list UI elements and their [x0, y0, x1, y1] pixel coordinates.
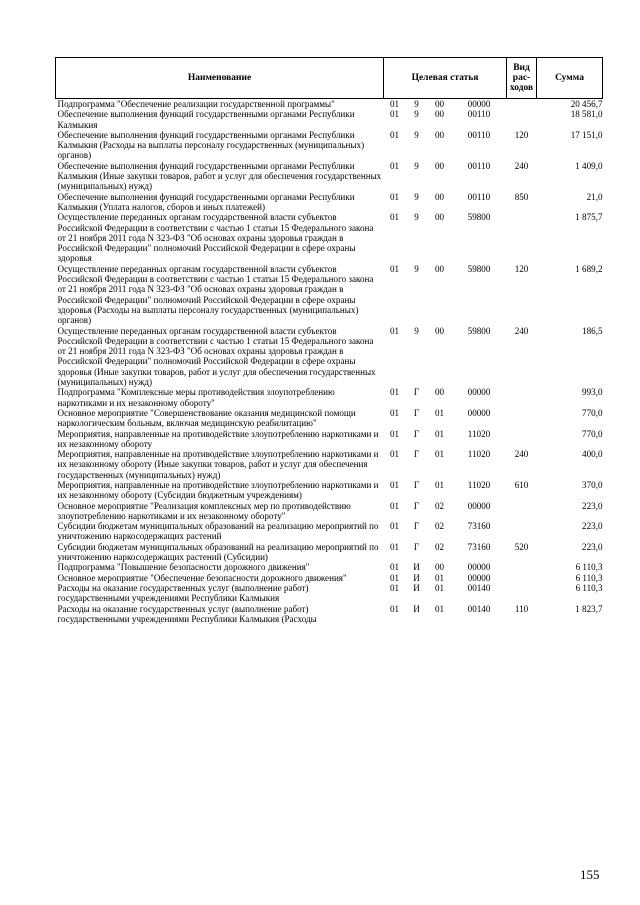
table-row [56, 562, 603, 572]
table-row [56, 480, 603, 501]
row-code-program: 01 [389, 99, 400, 109]
row-sum: 223,0 [582, 500, 603, 511]
row-name: Подпрограмма "Комплексные меры противодействия злоупотреблению наркотиками и их незаконному обороту" [57, 387, 335, 408]
header-name: Наименование [56, 58, 384, 99]
row-code-event: 00 [434, 160, 445, 171]
row-sum: 1 875,7 [575, 212, 603, 223]
row-code-program: 01 [389, 160, 400, 171]
row-code-subprogram: Г [413, 428, 420, 439]
row-code-direction: 00110 [467, 129, 491, 140]
row-sum: 1 409,0 [575, 160, 603, 171]
row-vid [507, 583, 537, 604]
row-sum: 400,0 [582, 449, 603, 460]
table-row [56, 573, 603, 583]
table-row [56, 542, 603, 563]
table-row [56, 604, 603, 625]
row-code-direction: 11020 [467, 479, 491, 490]
document-page [55, 57, 602, 624]
table-row [56, 387, 603, 408]
header-target: Целевая статья [384, 58, 507, 99]
row-code-event: 00 [434, 387, 445, 398]
row-sum: 186,5 [582, 325, 603, 336]
row-vid [507, 501, 537, 522]
row-code-direction: 00000 [467, 99, 491, 109]
row-code-subprogram: 9 [414, 212, 419, 223]
row-sum: 993,0 [582, 387, 603, 398]
row-code-event: 00 [434, 212, 445, 223]
row-code-direction: 11020 [467, 449, 491, 460]
row-code-program: 01 [389, 212, 400, 223]
row-code-subprogram: 9 [414, 160, 419, 171]
row-code-program: 01 [389, 407, 400, 418]
row-code-program: 01 [389, 387, 400, 398]
row-code-direction: 00000 [467, 572, 491, 583]
row-name: Мероприятия, направленные на противодействие злоупотреблению наркотиками и их незаконному обороту (Субсидии бюджетным учреждениям) [57, 479, 379, 501]
row-code-event: 01 [434, 449, 445, 460]
row-code-subprogram: И [413, 562, 420, 573]
row-code-direction: 59800 [467, 263, 491, 274]
row-vid: 110 [514, 603, 529, 614]
row-code-event: 01 [434, 479, 445, 490]
row-code-direction: 00140 [467, 603, 491, 614]
row-code-program: 01 [389, 582, 400, 593]
row-code-direction: 73160 [467, 541, 491, 552]
row-code-subprogram: Г [413, 407, 420, 418]
row-code-subprogram: Г [413, 500, 420, 511]
row-code-direction: 59800 [467, 325, 491, 336]
row-code-subprogram: 9 [414, 109, 419, 120]
row-vid [507, 109, 537, 130]
row-code-program: 01 [389, 562, 400, 573]
row-vid [507, 99, 537, 110]
row-code-direction: 00110 [467, 160, 491, 171]
row-sum: 17 151,0 [570, 129, 603, 140]
row-vid [507, 562, 537, 572]
row-name: Обеспечение выполнения функций государственными органами Республики Калмыкия (Иные закупки товаров, работ и услуг для обеспечения государственных (муниципальных) нужд) [57, 160, 382, 192]
table-row [56, 212, 603, 263]
row-name: Подпрограмма "Повышение безопасности дорожного движения" [57, 562, 310, 573]
row-code-event: 00 [434, 325, 445, 336]
row-code-direction: 00110 [467, 109, 491, 120]
row-sum: 223,0 [582, 541, 603, 552]
row-code-program: 01 [389, 449, 400, 460]
row-code-subprogram: 9 [414, 99, 419, 109]
row-code-event: 00 [434, 263, 445, 274]
row-name: Обеспечение выполнения функций государственными органами Республики Калмыкия (Уплата налогов, сборов и иных платежей) [57, 191, 355, 212]
row-sum: 770,0 [582, 428, 603, 439]
row-code-direction: 59800 [467, 212, 491, 223]
table-row [56, 264, 603, 326]
row-code-program: 01 [389, 603, 400, 614]
row-sum: 6 110,3 [575, 572, 603, 583]
row-code-program: 01 [389, 572, 400, 583]
row-code-event: 00 [434, 191, 445, 202]
row-vid: 240 [514, 325, 529, 336]
table-header-row [56, 58, 603, 99]
row-code-program: 01 [389, 129, 400, 140]
table-row [56, 130, 603, 161]
row-code-subprogram: И [413, 582, 420, 593]
row-sum: 223,0 [582, 521, 603, 532]
table-row [56, 449, 603, 480]
row-sum: 18 581,0 [570, 109, 603, 120]
row-code-event: 02 [434, 500, 445, 511]
row-vid: 120 [514, 263, 529, 274]
row-code-subprogram: И [413, 603, 420, 614]
row-code-event: 01 [434, 582, 445, 593]
row-code-program: 01 [389, 263, 400, 274]
table-row [56, 192, 603, 213]
row-code-event: 01 [434, 407, 445, 418]
row-code-program: 01 [389, 325, 400, 336]
row-code-direction: 73160 [467, 521, 491, 532]
table-row [56, 161, 603, 192]
row-name: Мероприятия, направленные на противодействие злоупотреблению наркотиками и их незаконному обороту (Иные закупки товаров, работ и услуг для обеспечения государственных (муниципальных) нужд) [57, 449, 379, 480]
row-code-program: 01 [389, 479, 400, 490]
row-code-event: 00 [434, 562, 445, 573]
row-code-event: 01 [434, 428, 445, 439]
row-vid: 240 [514, 449, 529, 460]
row-code-direction: 00000 [467, 387, 491, 398]
table-row [56, 408, 603, 429]
row-name: Основное мероприятие "Совершенствование оказания медицинской помощи наркологическим больным, включая медицинскую реабилитацию" [57, 407, 356, 429]
row-vid [507, 573, 537, 583]
row-vid: 850 [514, 191, 529, 202]
row-vid: 240 [514, 160, 529, 171]
row-name: Осуществление переданных органам государственной власти субъектов Российской Федерации в соответствии с частью 1 статьи 15 Федерального закона от 21 ноября 2011 года N 323-ФЗ "Об основах охраны здоровья граждан в Российской Федерации" полномочий Российской Федерации в сфере охраны здоровья (Иные закупки товаров, работ и услуг для обеспечения государственных (муниципальных) нужд) [57, 325, 376, 388]
header-vid: Вид рас-ходов [507, 58, 537, 99]
table-row [56, 583, 603, 604]
row-sum: 6 110,3 [575, 582, 603, 593]
row-name: Мероприятия, направленные на противодействие злоупотреблению наркотиками и их незаконному обороту [57, 428, 379, 449]
row-name: Расходы на оказание государственных услуг (выполнение работ) государственными учреждениями Республики Калмыкия (Расходы [57, 603, 317, 624]
row-name: Основное мероприятие "Реализация комплексных мер по противодействию злоупотреблению наркотиками и их незаконному обороту" [57, 500, 351, 521]
row-sum: 21,0 [586, 191, 603, 202]
row-vid: 520 [514, 541, 529, 552]
row-code-event: 00 [434, 99, 445, 109]
row-code-event: 01 [434, 603, 445, 614]
row-code-program: 01 [389, 428, 400, 439]
row-vid [507, 521, 537, 542]
row-name: Подпрограмма "Обеспечение реализации государственной программы" [57, 99, 335, 109]
row-code-event: 02 [434, 541, 445, 552]
row-name: Субсидии бюджетам муниципальных образований на реализацию мероприятий по уничтожению наркосодержащих растений (Субсидии) [57, 541, 379, 563]
table-row [56, 429, 603, 450]
row-vid [507, 429, 537, 450]
row-code-program: 01 [389, 191, 400, 202]
row-sum: 370,0 [582, 479, 603, 490]
row-code-direction: 00000 [467, 407, 491, 418]
page-number: 155 [580, 867, 600, 882]
row-name: Осуществление переданных органам государственной власти субъектов Российской Федерации в соответствии с частью 1 статьи 15 Федерального закона от 21 ноября 2011 года N 323-ФЗ "Об основах охраны здоровья граждан в Российской Федерации" полномочий Российской Федерации в сфере охраны здоровья (Расходы на выплаты персоналу государственных (муниципальных) органов) [57, 263, 374, 326]
row-code-subprogram: 9 [414, 263, 419, 274]
row-code-direction: 00140 [467, 582, 491, 593]
row-vid [507, 387, 537, 408]
row-name: Субсидии бюджетам муниципальных образований на реализацию мероприятий по уничтожению наркосодержащих растений [57, 521, 379, 542]
table-row [56, 109, 603, 130]
row-code-subprogram: Г [413, 521, 420, 532]
row-name: Осуществление переданных органам государственной власти субъектов Российской Федерации в соответствии с частью 1 статьи 15 Федерального закона от 21 ноября 2011 года N 323-ФЗ "Об основах охраны здоровья граждан в Российской Федерации" полномочий Российской Федерации в сфере охраны здоровья [57, 212, 374, 264]
budget-table [55, 57, 603, 624]
row-vid: 120 [514, 129, 529, 140]
row-sum: 1 689,2 [575, 263, 603, 274]
row-vid [507, 212, 537, 263]
row-code-subprogram: Г [413, 479, 420, 490]
row-code-subprogram: Г [413, 387, 420, 398]
row-sum: 770,0 [582, 407, 603, 418]
row-code-program: 01 [389, 500, 400, 511]
table-row [56, 326, 603, 388]
table-row [56, 501, 603, 522]
row-name: Расходы на оказание государственных услуг (выполнение работ) государственными учреждениями Республики Калмыкия [57, 582, 309, 604]
table-row [56, 99, 603, 110]
row-code-event: 02 [434, 521, 445, 532]
row-code-subprogram: 9 [414, 129, 419, 140]
row-code-subprogram: Г [413, 449, 420, 460]
row-code-direction: 00000 [467, 500, 491, 511]
row-code-subprogram: 9 [414, 325, 419, 336]
table-row [56, 521, 603, 542]
row-code-program: 01 [389, 541, 400, 552]
row-sum: 1 823,7 [575, 603, 603, 614]
row-code-event: 01 [434, 572, 445, 583]
row-code-program: 01 [389, 109, 400, 120]
row-vid: 610 [514, 479, 529, 490]
row-sum: 20 456,7 [570, 99, 603, 109]
row-code-direction: 11020 [467, 428, 491, 439]
row-code-subprogram: И [413, 572, 420, 583]
row-code-direction: 00110 [467, 191, 491, 202]
row-code-event: 00 [434, 129, 445, 140]
row-vid [507, 408, 537, 429]
row-name: Обеспечение выполнения функций государственными органами Республики Калмыкия (Расходы на выплаты персоналу государственных (муниципальных) органов) [57, 129, 365, 161]
row-name: Основное мероприятие "Обеспечение безопасности дорожного движения" [57, 572, 347, 583]
row-code-event: 00 [434, 109, 445, 120]
row-code-subprogram: Г [413, 541, 420, 552]
row-code-direction: 00000 [467, 562, 491, 573]
row-sum: 6 110,3 [575, 562, 603, 573]
row-code-subprogram: 9 [414, 191, 419, 202]
row-code-program: 01 [389, 521, 400, 532]
row-name: Обеспечение выполнения функций государственными органами Республики Калмыкия [57, 109, 355, 130]
header-sum: Сумма [537, 58, 603, 99]
